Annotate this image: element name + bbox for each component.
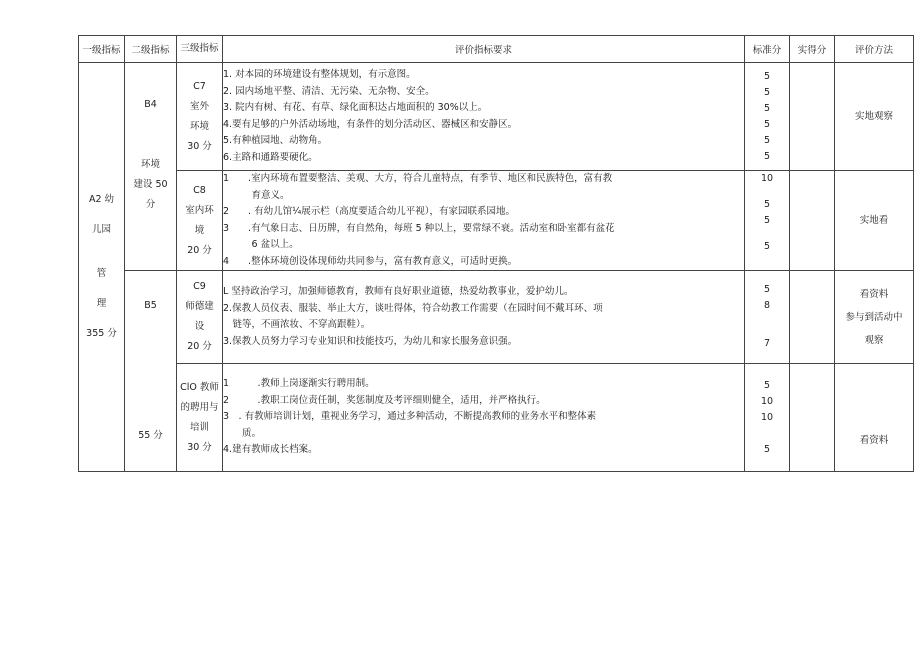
requirement-item: 2 . 有幼儿馆¼展示栏（高度要适合幼儿平视），有家园联系园地。 — [223, 206, 516, 217]
level3-cell — [177, 63, 223, 171]
level3-line: C9 — [193, 281, 206, 292]
method-text: 看资料 — [859, 435, 889, 446]
level3-line: 30 分 — [187, 441, 212, 453]
score-value: 8 — [763, 300, 771, 311]
method-text: 看资料 — [859, 288, 889, 300]
level3-line: 的聘用与 — [180, 401, 219, 413]
evaluation-table — [78, 35, 914, 472]
method-text: 实地看 — [859, 215, 889, 226]
score-value: 5 — [763, 118, 771, 130]
method-text: 观察 — [864, 334, 884, 346]
level3-line: 师德建 — [185, 301, 214, 312]
requirement-item: 质。 — [223, 427, 262, 439]
requirements-cell — [223, 63, 745, 171]
score-value: 5 — [763, 150, 771, 162]
requirement-item: 6.主路和通路要硬化。 — [223, 151, 318, 163]
level2-name: 环境 — [140, 158, 160, 170]
score-value: 5 — [763, 199, 771, 210]
header-actual-score: 实得分 — [790, 36, 835, 63]
row-c10 — [79, 364, 914, 472]
score-value: 5 — [763, 70, 771, 82]
requirements-cell — [223, 171, 745, 271]
level3-line: 20 分 — [187, 244, 212, 256]
actual-score-cell[interactable] — [790, 364, 835, 472]
level1-line: A2 幼 — [88, 194, 115, 205]
header-level1: 一级指标 — [79, 36, 125, 63]
level1-cell — [79, 63, 125, 472]
score-value: 10 — [760, 173, 774, 184]
level3-line: 环境 — [189, 120, 209, 132]
level3-line: 设 — [194, 321, 205, 332]
standard-score-cell — [745, 63, 790, 171]
requirement-item: L 坚持政治学习，加强师德教育，教师有良好职业道德，热爱幼教事业，爱护幼儿。 — [223, 286, 574, 297]
level1-line: 儿园 — [91, 224, 111, 235]
score-value: 7 — [763, 338, 771, 349]
requirement-item: 3.保教人员努力学习专业知识和技能技巧，为幼儿和家长服务意识强。 — [223, 335, 518, 347]
score-value: 5 — [763, 241, 771, 252]
method-cell — [835, 271, 914, 364]
requirement-item: 3. 院内有树、有花、有草、绿化面积达占地面积的 30%以上。 — [223, 102, 488, 113]
header-requirements: 评价指标要求 — [223, 36, 745, 63]
level1-line: 355 分 — [86, 328, 117, 339]
header-method: 评价方法 — [835, 36, 914, 63]
requirement-item: 1. 对本园的环境建设有整体规划，有示意图。 — [223, 69, 416, 80]
standard-score-cell — [745, 364, 790, 472]
requirement-item: 4 .整体环境创设体现师幼共同参与，富有教育意义，可适时更换。 — [223, 255, 518, 267]
requirement-item: 2. 园内场地平整、清洁、无污染、无杂物、安全。 — [223, 85, 435, 97]
level3-line: 20 分 — [187, 341, 212, 352]
level3-line: 30 分 — [187, 140, 212, 152]
method-cell — [835, 63, 914, 171]
requirements-cell — [223, 271, 745, 364]
level2-b4-cell — [125, 63, 177, 271]
header-level3: 三级指标 — [177, 36, 223, 63]
level3-cell — [177, 271, 223, 364]
requirement-item: 3 .有气象日志、日历牌，有自然角，每班 5 种以上，要常绿不衰。活动室和卧室都有盆花 — [223, 222, 615, 234]
level2-code: B5 — [144, 300, 157, 311]
score-value: 5 — [763, 215, 771, 226]
level2-name: 分 — [145, 198, 156, 210]
requirement-item: 6 盆以上。 — [223, 239, 299, 250]
actual-score-cell[interactable] — [790, 63, 835, 171]
method-cell — [835, 364, 914, 472]
score-value: 5 — [763, 284, 771, 295]
method-text: 实地观察 — [854, 111, 893, 122]
method-cell — [835, 171, 914, 271]
actual-score-cell[interactable] — [790, 171, 835, 271]
level3-line: 境 — [194, 224, 205, 236]
score-value: 10 — [760, 395, 774, 407]
level1-line: 管 — [96, 268, 107, 279]
level3-line: C7 — [193, 80, 206, 92]
row-c9 — [79, 271, 914, 364]
requirement-item: 4.建有教师成长档案。 — [223, 444, 318, 456]
standard-score-cell — [745, 171, 790, 271]
requirement-item: 链等，不画浓妆、不穿高跟鞋）。 — [223, 319, 371, 330]
header-standard-score: 标准分 — [745, 36, 790, 63]
row-c7 — [79, 63, 914, 171]
score-value: 5 — [763, 86, 771, 98]
requirement-item: 2.保教人员仪表、服装、举止大方，谈吐得体，符合幼教工作需要（在园时间不戴耳环、项 — [223, 302, 603, 314]
level3-line: 室外 — [189, 100, 209, 112]
score-value: 5 — [763, 102, 771, 114]
requirement-item: 1 .教师上岗逐渐实行聘用制。 — [223, 378, 375, 390]
level1-line: 理 — [96, 298, 107, 309]
method-text: 参与到活动中 — [845, 311, 903, 323]
level2-name: 建设 50 — [133, 178, 168, 190]
actual-score-cell[interactable] — [790, 271, 835, 364]
level3-cell — [177, 364, 223, 472]
requirements-cell — [223, 364, 745, 472]
score-value: 5 — [763, 134, 771, 146]
score-value: 10 — [760, 411, 774, 423]
requirement-item: 5.有种植园地、动物角。 — [223, 135, 328, 146]
level2-code: B4 — [144, 98, 157, 110]
requirement-item: 3 . 有教师培训计划，重视业务学习，通过多种活动，不断提高教师的业务水平和整体素 — [223, 411, 597, 423]
level2-score: 55 分 — [138, 430, 163, 441]
requirement-item: 2 .教职工岗位责任制，奖惩制度及考评细则健全，适用，并严格执行。 — [223, 394, 546, 406]
requirement-item: 4.要有足够的户外活动场地，有条件的划分活动区、器械区和安静区。 — [223, 118, 518, 130]
score-value: 5 — [763, 443, 771, 455]
level3-line: C8 — [193, 184, 206, 196]
level2-b5-cell — [125, 271, 177, 472]
level3-line: ClO 教师 — [180, 381, 219, 393]
requirement-item: 育意义。 — [223, 189, 290, 201]
standard-score-cell — [745, 271, 790, 364]
header-row — [79, 36, 914, 63]
requirement-item: 1 .室内环境布置要整洁、美观、大方，符合儿童特点，有季节、地区和民族特色，富有教 — [223, 173, 613, 184]
level3-line: 培训 — [189, 421, 209, 433]
row-c8 — [79, 171, 914, 271]
header-level2: 二级指标 — [125, 36, 177, 63]
level3-cell — [177, 171, 223, 271]
score-value: 5 — [763, 379, 771, 391]
level3-line: 室内环 — [185, 204, 214, 216]
